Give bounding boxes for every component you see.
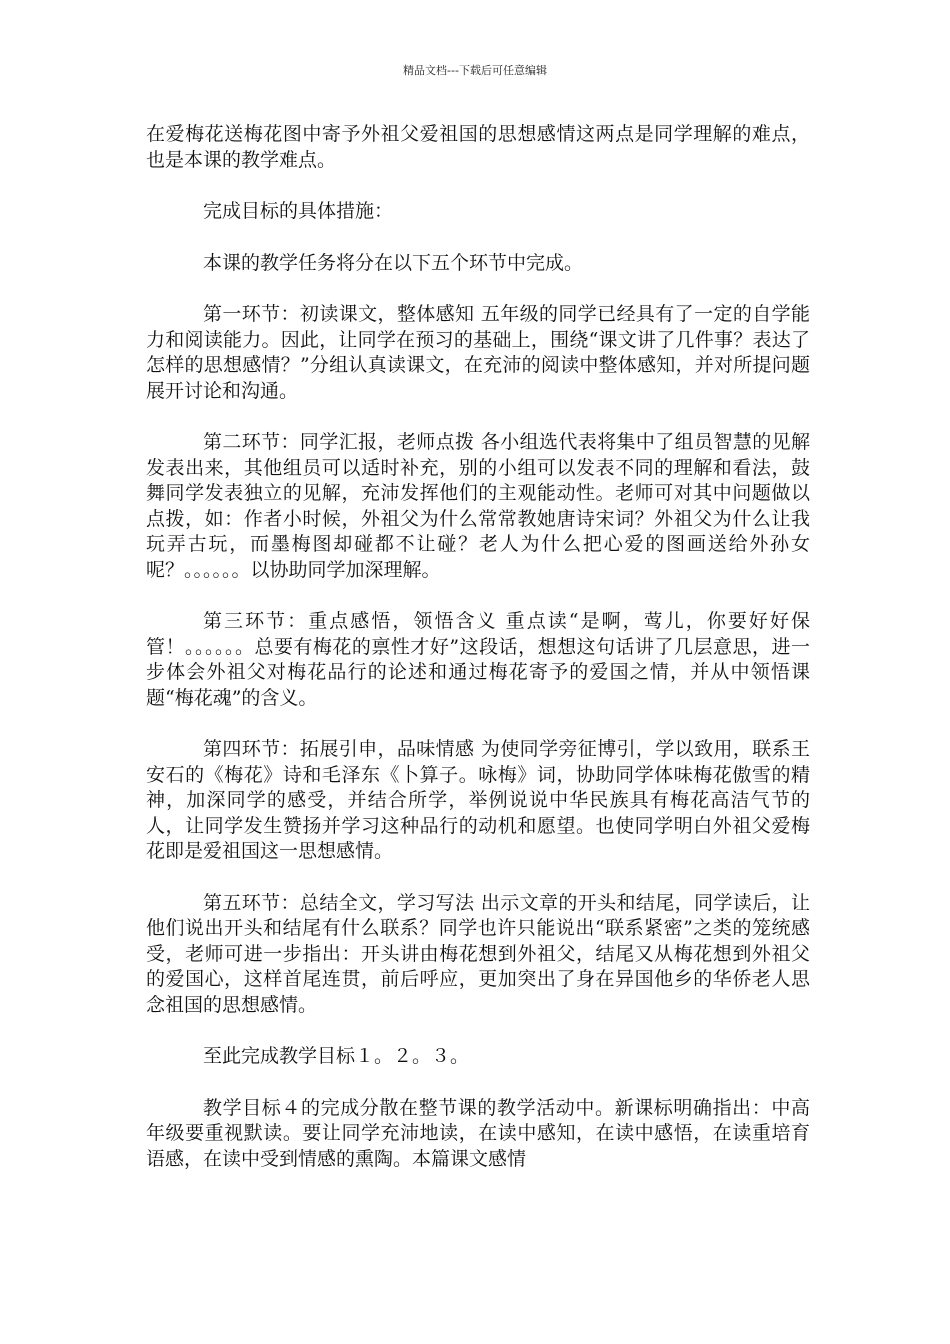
paragraph-five-steps-intro: 本课的教学任务将分在以下五个环节中完成。 [203, 251, 584, 274]
paragraph-step-5: 第五环节：总结全文，学习写法 出示文章的开头和结尾，同学读后，让他们说出开头和结尾有什么联系？同学也许只能说出“联系紧密”之类的笼统感受，老师可进一步指出：开头讲由梅花想到外祖父，结尾又从梅花想到外祖父的爱国心，这样首尾连贯，前后呼应，更加突出了身在异国他乡的华侨老人思念祖国的思想感情。 [146, 891, 810, 1016]
document-body [146, 122, 810, 1172]
paragraph-step-1: 第一环节：初读课文，整体感知 五年级的同学已经具有了一定的自学能力和阅读能力。因此，让同学在预习的基础上，围绕“课文讲了几件事？表达了怎样的思想感情？”分组认真读课文，在充沛的阅读中整体感知，并对所提问题展开讨论和沟通。 [146, 303, 810, 402]
paragraph-step-2: 第二环节：同学汇报，老师点拨 各小组选代表将集中了组员智慧的见解发表出来，其他组员可以适时补充，别的小组可以发表不同的理解和看法，鼓舞同学发表独立的见解，充沛发挥他们的主观能动性。老师可对其中问题做以点拨，如：作者小时候，外祖父为什么常常教她唐诗宋词？外祖父为什么让我玩弄古玩，而墨梅图却碰都不让碰？老人为什么把心爱的图画送给外孙女呢？。。。。。。以协助同学加深理解。 [146, 431, 810, 581]
paragraph-measures-heading: 完成目标的具体措施： [203, 200, 394, 222]
paragraph-step-4: 第四环节：拓展引申，品味情感 为使同学旁征博引，学以致用，联系王安石的《梅花》诗和毛泽东《卜算子。咏梅》词，协助同学体味梅花傲雪的精神，加深同学的感受，并结合所学，举例说说中华民族具有梅花高洁气节的人，让同学发生赞扬并学习这种品行的动机和愿望。也使同学明白外祖父爱梅花即是爱祖国这一思想感情。 [146, 738, 810, 862]
paragraph-step-3: 第三环节：重点感悟，领悟含义 重点读“是啊，莺儿，你要好好保管！。。。。。。总要有梅花的禀性才好”这段话，想想这句话讲了几层意思，进一步体会外祖父对梅花品行的论述和通过梅花寄予的爱国之情，并从中领悟课题“梅花魂”的含义。 [146, 610, 810, 709]
page-header: 精品文档---下载后可任意编辑 [403, 64, 547, 77]
paragraph-goals-done: 至此完成教学目标１。２。３。 [203, 1045, 470, 1067]
paragraph-continuation: 在爱梅花送梅花图中寄予外祖父爱祖国的思想感情这两点是同学理解的难点，也是本课的教学难点。 [146, 123, 810, 171]
paragraph-goal-4: 教学目标４的完成分散在整节课的教学活动中。新课标明确指出：中高年级要重视默读。要让同学充沛地读，在读中感知，在读中感悟，在读重培育语感，在读中受到情感的熏陶。本篇课文感情 [146, 1096, 810, 1170]
